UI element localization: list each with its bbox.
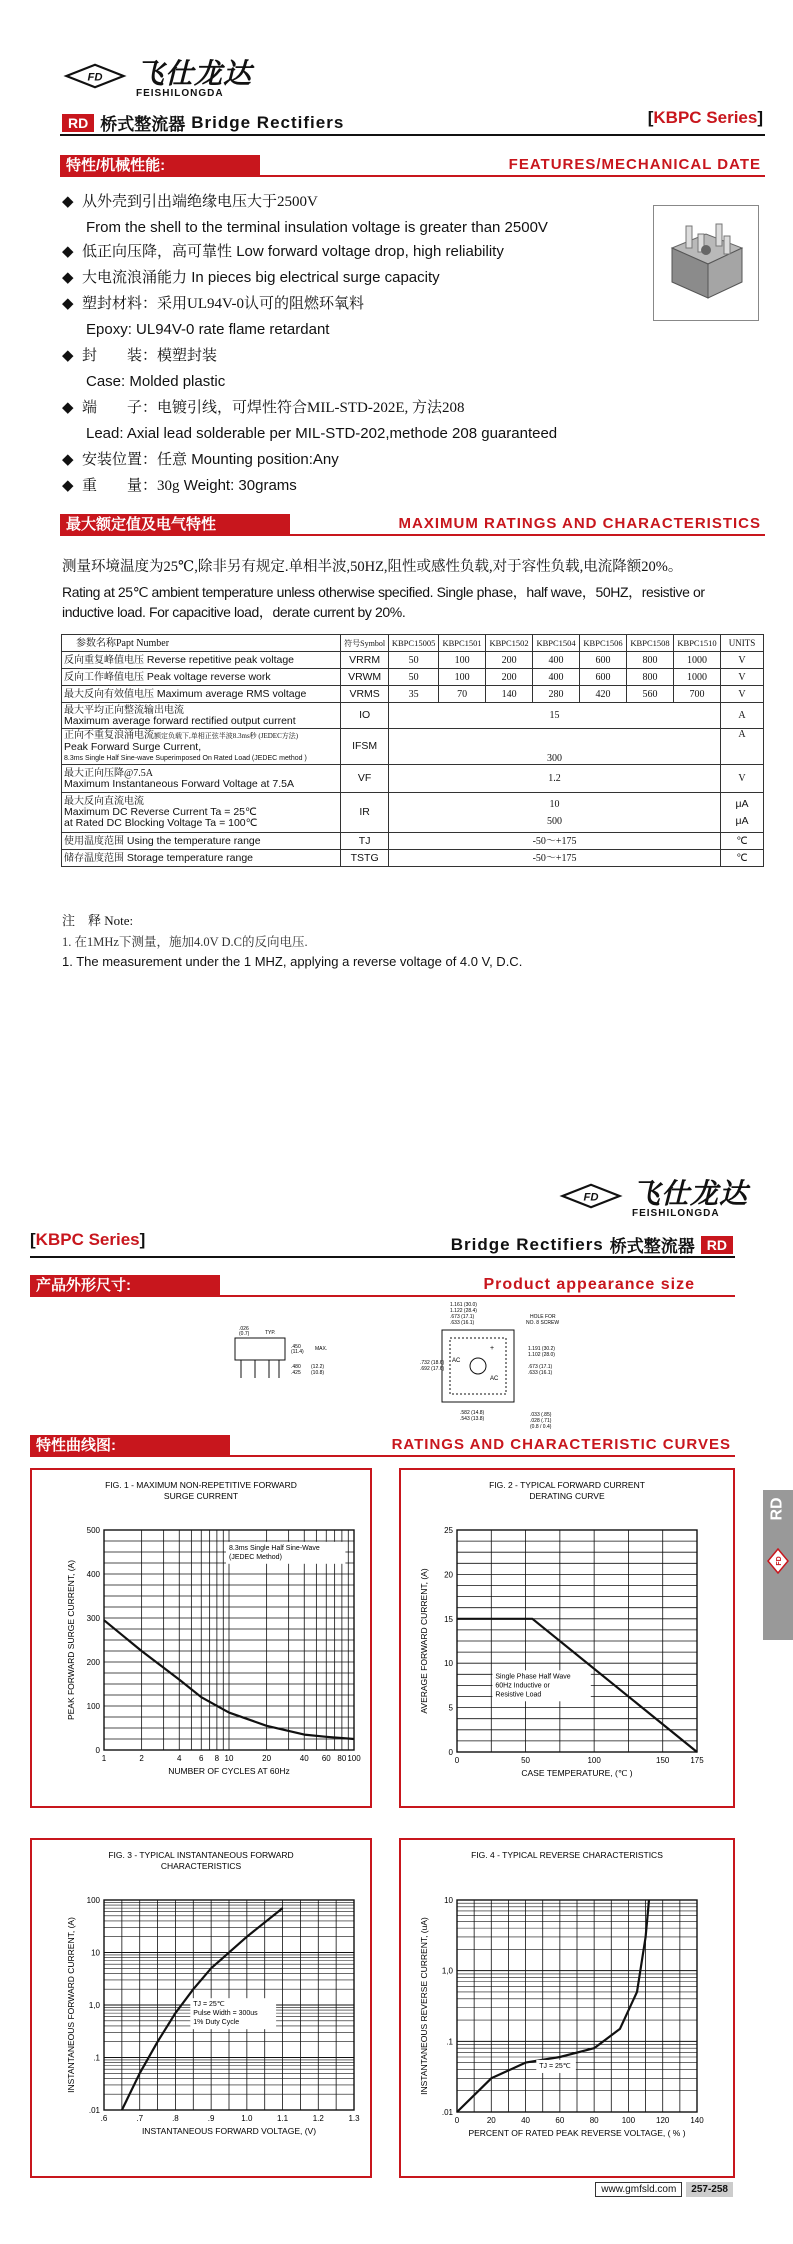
x-tick-label: .8 (172, 2114, 179, 2123)
feature-1: ◆ 从外壳到引出端绝缘电压大于2500V (62, 193, 318, 210)
table-row: 使用温度范围 Using the temperature range TJ -50～+175 ℃ (62, 833, 764, 850)
x-tick-label: 4 (177, 1754, 182, 1763)
table-header-cell: KBPC1501 (439, 635, 486, 652)
svg-text:(12.2): (12.2) (311, 1364, 325, 1370)
ratings-table (61, 634, 764, 867)
brand-name-en: FEISHILONGDA (632, 1208, 720, 1219)
notes-title: 注 释 Note: (62, 913, 134, 928)
table-row: 储存温度范围 Storage temperature range TSTG -50～+175 ℃ (62, 850, 764, 867)
annotation-text: 60Hz Inductive or (495, 1682, 550, 1690)
annotation-text: Single Phase Half Wave (495, 1673, 571, 1681)
x-tick-label: 8 (214, 1754, 220, 1763)
table-row: 最大正向压降@7.5A Maximum Instantaneous Forward Voltage at 7.5A VF 1.2 V (62, 765, 764, 793)
brand-mark-text: FD (583, 1190, 599, 1203)
brand-mark-icon (556, 1183, 626, 1209)
ratings-section-bar (60, 514, 765, 536)
y-tick-label: 0 (448, 1748, 453, 1757)
x-tick-label: 20 (486, 2116, 496, 2125)
ratings-note-en-1: Rating at 25℃ ambient temperature unless otherwise specified. Single phase，half wave，50HZ，resistive or (62, 584, 705, 600)
y-tick-label: 25 (444, 1526, 453, 1535)
svg-text:.450: .450 (291, 1344, 301, 1350)
y-tick-label: .1 (446, 2037, 453, 2047)
chart-title-line: FIG. 4 - TYPICAL REVERSE CHARACTERISTICS (471, 1850, 663, 1860)
svg-text:.480: .480 (291, 1364, 301, 1370)
x-tick-label: 1.3 (348, 2114, 360, 2123)
annotation-text: TJ = 25℃ (539, 2062, 571, 2070)
y-tick-label: 400 (86, 1570, 100, 1579)
x-tick-label: 60 (555, 2116, 565, 2125)
side-tab-logo-icon (765, 1548, 791, 1574)
y-tick-label: 1,0 (441, 1966, 453, 1976)
brand-logo (60, 52, 252, 99)
chart-fig4 (401, 1840, 733, 2176)
chart-title-line: FIG. 1 - MAXIMUM NON-REPETITIVE FORWARD (105, 1480, 297, 1490)
table-row: 正向不重复浪涌电流额定负载下,单相正弦半波8.3ms秒 (JEDEC方法) Peak Forward Surge Current, 8.3ms Single Half Sine-wave Superimposed On Rated Load (JEDEC method ) IFSM 300 A (62, 729, 764, 765)
y-tick-label: 10 (444, 1896, 453, 1905)
feature-6-en: Lead: Axial lead solderable per MIL-STD-202,methode 208 guaranteed (86, 425, 558, 442)
annotation-text: 8.3ms Single Half Sine-Wave (229, 1544, 320, 1552)
svg-text:.543 (13.8): .543 (13.8) (460, 1416, 485, 1422)
table-row: 反向重复峰值电压 Reverse repetitive peak voltage VRRM 50 100 200 400 600 800 1000 V (62, 652, 764, 669)
svg-text:(10.8): (10.8) (311, 1370, 325, 1376)
series-label: [KBPC Series] (647, 108, 763, 127)
header-title-cn: 桥式整流器 (609, 1237, 695, 1256)
feature-8: ◆ 重 量：30g Weight: 30grams (62, 477, 297, 494)
annotation-text: Pulse Width = 300us (193, 2010, 258, 2018)
rd-badge: RD (701, 1236, 733, 1254)
x-tick-label: 6 (199, 1754, 204, 1763)
x-tick-label: 100 (587, 1756, 601, 1765)
y-tick-label: 100 (86, 1896, 100, 1905)
rd-badge: RD (62, 114, 94, 132)
footer-url: www.gmfsld.com (595, 2182, 682, 2197)
svg-text:TYP.: TYP. (265, 1330, 276, 1336)
svg-text:(0.8 / 0.4): (0.8 / 0.4) (530, 1424, 552, 1430)
svg-text:FD: FD (776, 1556, 783, 1566)
table-header-cell: KBPC1504 (533, 635, 580, 652)
chart-title-line: DERATING CURVE (529, 1491, 605, 1501)
x-tick-label: 40 (521, 2116, 531, 2125)
y-axis-label: PEAK FORWARD SURGE CURRENT, (A) (66, 1559, 76, 1721)
svg-text:AC: AC (490, 1376, 499, 1382)
svg-text:MAX.: MAX. (315, 1346, 328, 1352)
chart-title-line: FIG. 3 - TYPICAL INSTANTANEOUS FORWARD (108, 1850, 294, 1860)
svg-text:.582 (14.8): .582 (14.8) (460, 1410, 485, 1416)
svg-text:.633 (16.1): .633 (16.1) (528, 1370, 553, 1376)
side-tab (763, 1490, 793, 1640)
x-tick-label: 1.0 (241, 2114, 253, 2123)
svg-text:.026: .026 (239, 1326, 249, 1332)
y-tick-label: .01 (441, 2108, 453, 2117)
table-header-cell: UNITS (721, 635, 764, 652)
svg-text:.732 (18.6): .732 (18.6) (420, 1360, 445, 1366)
feature-4: ◆ 塑封材料：采用UL94V-0认可的阻燃环氧料 (62, 295, 364, 312)
features-section-title-en: FEATURES/MECHANICAL DATE (508, 156, 761, 173)
y-axis-label: AVERAGE FORWARD CURRENT, (A) (419, 1568, 429, 1714)
table-header-cell: KBPC15005 (389, 635, 439, 652)
table-header-cell: 参数名称Papt Number (62, 635, 341, 652)
table-row: 最大反向直流电流 Maximum DC Reverse Current Ta = 25℃ at Rated DC Blocking Voltage Ta = 100℃ IR 10 500 μA μA (62, 793, 764, 833)
header-title-en: Bridge Rectifiers (450, 1234, 604, 1254)
x-tick-label: 0 (454, 1756, 460, 1765)
y-tick-label: 20 (444, 1570, 453, 1580)
header-rule (60, 134, 765, 136)
ratings-section-title-cn: 最大额定值及电气特性 (60, 514, 290, 536)
y-tick-label: .1 (93, 2053, 100, 2063)
feature-5: ◆ 封 装：模塑封装 (62, 347, 218, 364)
table-header-cell: KBPC1510 (674, 635, 721, 652)
features-section-bar (60, 155, 765, 177)
svg-text:+: + (490, 1345, 495, 1352)
x-tick-label: 175 (690, 1756, 704, 1765)
y-tick-label: 1,0 (88, 2001, 100, 2010)
x-tick-label: 10 (224, 1754, 234, 1763)
annotation-text: Resistive Load (495, 1691, 542, 1699)
chart-fig2 (401, 1470, 733, 1806)
x-tick-label: 140 (690, 2116, 704, 2125)
svg-text:(0.7): (0.7) (239, 1331, 250, 1337)
features-section-title-cn: 特性/机械性能: (60, 155, 260, 177)
x-tick-label: 20 (262, 1754, 272, 1763)
header-title-cn: 桥式整流器 (100, 115, 186, 134)
x-tick-label: 80 (337, 1754, 347, 1763)
brand-name-cn: 飞仕龙达 (632, 1178, 749, 1209)
ratings-section-title-en: MAXIMUM RATINGS AND CHARACTERISTICS (398, 515, 761, 532)
x-tick-label: .9 (207, 2114, 215, 2123)
brand-logo-2 (556, 1172, 748, 1219)
table-row: 最大反向有效值电压 Maximum average RMS voltage VRMS 35 70 140 280 420 560 700 V (62, 686, 764, 703)
series-label-2: [KBPC Series] (30, 1230, 146, 1249)
side-tab-label: RD (768, 1497, 786, 1521)
table-header-row (62, 635, 764, 652)
x-tick-label: 60 (321, 1754, 331, 1763)
curves-section-bar (30, 1435, 735, 1457)
annotation-text: (JEDEC Method) (229, 1553, 282, 1561)
page2-header (451, 1232, 733, 1257)
x-tick-label: 80 (589, 2116, 599, 2125)
page-footer (595, 2182, 733, 2197)
bridge-rectifier-image (654, 206, 758, 320)
y-tick-label: 5 (448, 1703, 453, 1713)
svg-text:(11.4): (11.4) (291, 1349, 304, 1355)
note-1-en: 1. The measurement under the 1 MHZ, applying a reverse voltage of 4.0 V, D.C. (62, 954, 523, 969)
brand-name-cn: 飞仕龙达 (136, 58, 253, 89)
y-tick-label: .01 (88, 2106, 100, 2115)
svg-text:AC: AC (452, 1358, 461, 1364)
svg-text:HOLE FOR: HOLE FOR (530, 1314, 556, 1320)
y-tick-label: 500 (86, 1526, 100, 1535)
y-tick-label: 100 (86, 1702, 100, 1711)
series-line (457, 1900, 649, 2112)
svg-text:NO. 8 SCREW: NO. 8 SCREW (526, 1320, 560, 1326)
x-axis-label: INSTANTANEOUS FORWARD VOLTAGE, (V) (141, 2126, 317, 2136)
y-tick-label: 15 (444, 1614, 453, 1624)
y-tick-label: 10 (91, 1948, 100, 1958)
product-photo (653, 205, 759, 321)
svg-text:.033 (.85): .033 (.85) (530, 1412, 552, 1418)
x-tick-label: 1 (101, 1754, 107, 1763)
x-tick-label: 0 (454, 2116, 460, 2125)
top-view-drawing (420, 1300, 620, 1440)
svg-text:.425: .425 (291, 1370, 301, 1376)
page-header (62, 110, 344, 135)
chart-fig1 (32, 1470, 370, 1806)
curves-section-title-en: RATINGS AND CHARACTERISTIC CURVES (391, 1436, 731, 1453)
feature-4-en: Epoxy: UL94V-0 rate flame retardant (86, 321, 330, 338)
table-header-cell: KBPC1508 (627, 635, 674, 652)
x-tick-label: 150 (656, 1756, 670, 1765)
svg-text:1.161 (30.0): 1.161 (30.0) (450, 1302, 477, 1308)
brand-mark-icon (60, 63, 130, 89)
svg-text:.673 (17.1): .673 (17.1) (528, 1364, 553, 1370)
x-tick-label: 120 (656, 2116, 670, 2125)
y-tick-label: 10 (444, 1659, 453, 1669)
series-name: KBPC Series (35, 1230, 140, 1249)
svg-text:1.191 (30.2): 1.191 (30.2) (528, 1346, 555, 1352)
chart-fig3 (32, 1840, 370, 2176)
x-tick-label: 1.1 (277, 2114, 289, 2123)
svg-text:1.102 (28.0): 1.102 (28.0) (528, 1352, 555, 1358)
x-tick-label: .6 (100, 2114, 108, 2123)
x-tick-label: 40 (299, 1754, 309, 1763)
table-header-cell: KBPC1506 (580, 635, 627, 652)
chart-title-line: FIG. 2 - TYPICAL FORWARD CURRENT (489, 1480, 645, 1490)
y-axis-label: INSTANTANEOUS FORWARD CURRENT, (A) (66, 1917, 76, 2093)
svg-text:.673 (17.1): .673 (17.1) (450, 1314, 475, 1320)
svg-text:.692 (17.6): .692 (17.6) (420, 1366, 445, 1372)
series-name: KBPC Series (653, 108, 758, 127)
x-tick-label: 100 (347, 1754, 361, 1763)
y-tick-label: 0 (95, 1746, 100, 1755)
y-tick-label: 300 (86, 1614, 100, 1623)
svg-text:.028 (.71): .028 (.71) (530, 1418, 552, 1424)
x-tick-label: 100 (621, 2116, 636, 2125)
ratings-note-en-2: inductive load. For capacitive load，derate current by 20%. (62, 604, 406, 620)
brand-mark-text: FD (87, 70, 103, 83)
annotation-text: 1% Duty Cycle (193, 2019, 240, 2027)
x-axis-label: NUMBER OF CYCLES AT 60Hz (168, 1766, 290, 1776)
feature-5-en: Case: Molded plastic (86, 373, 226, 390)
appearance-section-bar (30, 1275, 735, 1297)
chart-title-line: SURGE CURRENT (163, 1491, 239, 1501)
feature-7: ◆ 安装位置：任意 Mounting position:Any (62, 451, 339, 468)
brand-name-en: FEISHILONGDA (136, 88, 224, 99)
x-tick-label: .7 (136, 2114, 144, 2123)
appearance-section-title-en: Product appearance size (483, 1276, 695, 1293)
x-axis-label: CASE TEMPERATURE, (℃ ) (521, 1768, 633, 1778)
note-1-cn: 1. 在1MHz下测量，施加4.0V D.C的反向电压. (62, 935, 308, 949)
side-view-drawing (215, 1320, 345, 1400)
x-tick-label: 2 (139, 1754, 144, 1763)
table-header-cell: KBPC1502 (486, 635, 533, 652)
feature-2: ◆ 低正向压降，高可靠性 Low forward voltage drop, high reliability (62, 243, 504, 260)
chart-title-line: CHARACTERISTICS (160, 1861, 242, 1871)
table-row: 反向工作峰值电压 Peak voltage reverse work VRWM 50 100 200 400 600 800 1000 V (62, 669, 764, 686)
feature-6: ◆ 端 子：电镀引线，可焊性符合MIL-STD-202E, 方法208 (62, 399, 465, 416)
table-header-cell: 符号Symbol (341, 635, 389, 652)
curves-section-title-cn: 特性曲线图: (30, 1435, 230, 1457)
x-axis-label: PERCENT OF RATED PEAK REVERSE VOLTAGE, ( % ) (468, 2128, 686, 2138)
y-axis-label: INSTANTANEOUS REVERSE CURRENT, (uA) (419, 1917, 429, 2095)
y-tick-label: 200 (86, 1658, 100, 1667)
header-rule-2 (30, 1256, 735, 1258)
annotation-text: TJ = 25℃ (193, 2001, 225, 2009)
footer-page: 257-258 (686, 2182, 733, 2197)
appearance-section-title-cn: 产品外形尺寸: (30, 1275, 220, 1297)
table-row: 最大平均正向整流输出电流 Maximum average forward rectified output current IO 15 A (62, 703, 764, 729)
svg-text:.633 (16.1): .633 (16.1) (450, 1320, 475, 1326)
ratings-note-cn: 测量环境温度为25℃,除非另有规定.单相半波,50HZ,阻性或感性负载,对于容性负载,电流降额20%。 (62, 559, 683, 575)
svg-text:1.122 (28.4): 1.122 (28.4) (450, 1308, 477, 1314)
header-title-en: Bridge Rectifiers (191, 112, 345, 132)
x-tick-label: 50 (521, 1756, 531, 1765)
feature-1-en: From the shell to the terminal insulation voltage is greater than 2500V (86, 219, 548, 236)
x-tick-label: 1.2 (312, 2114, 324, 2123)
feature-3: ◆ 大电流浪涌能力 In pieces big electrical surge capacity (62, 269, 440, 286)
